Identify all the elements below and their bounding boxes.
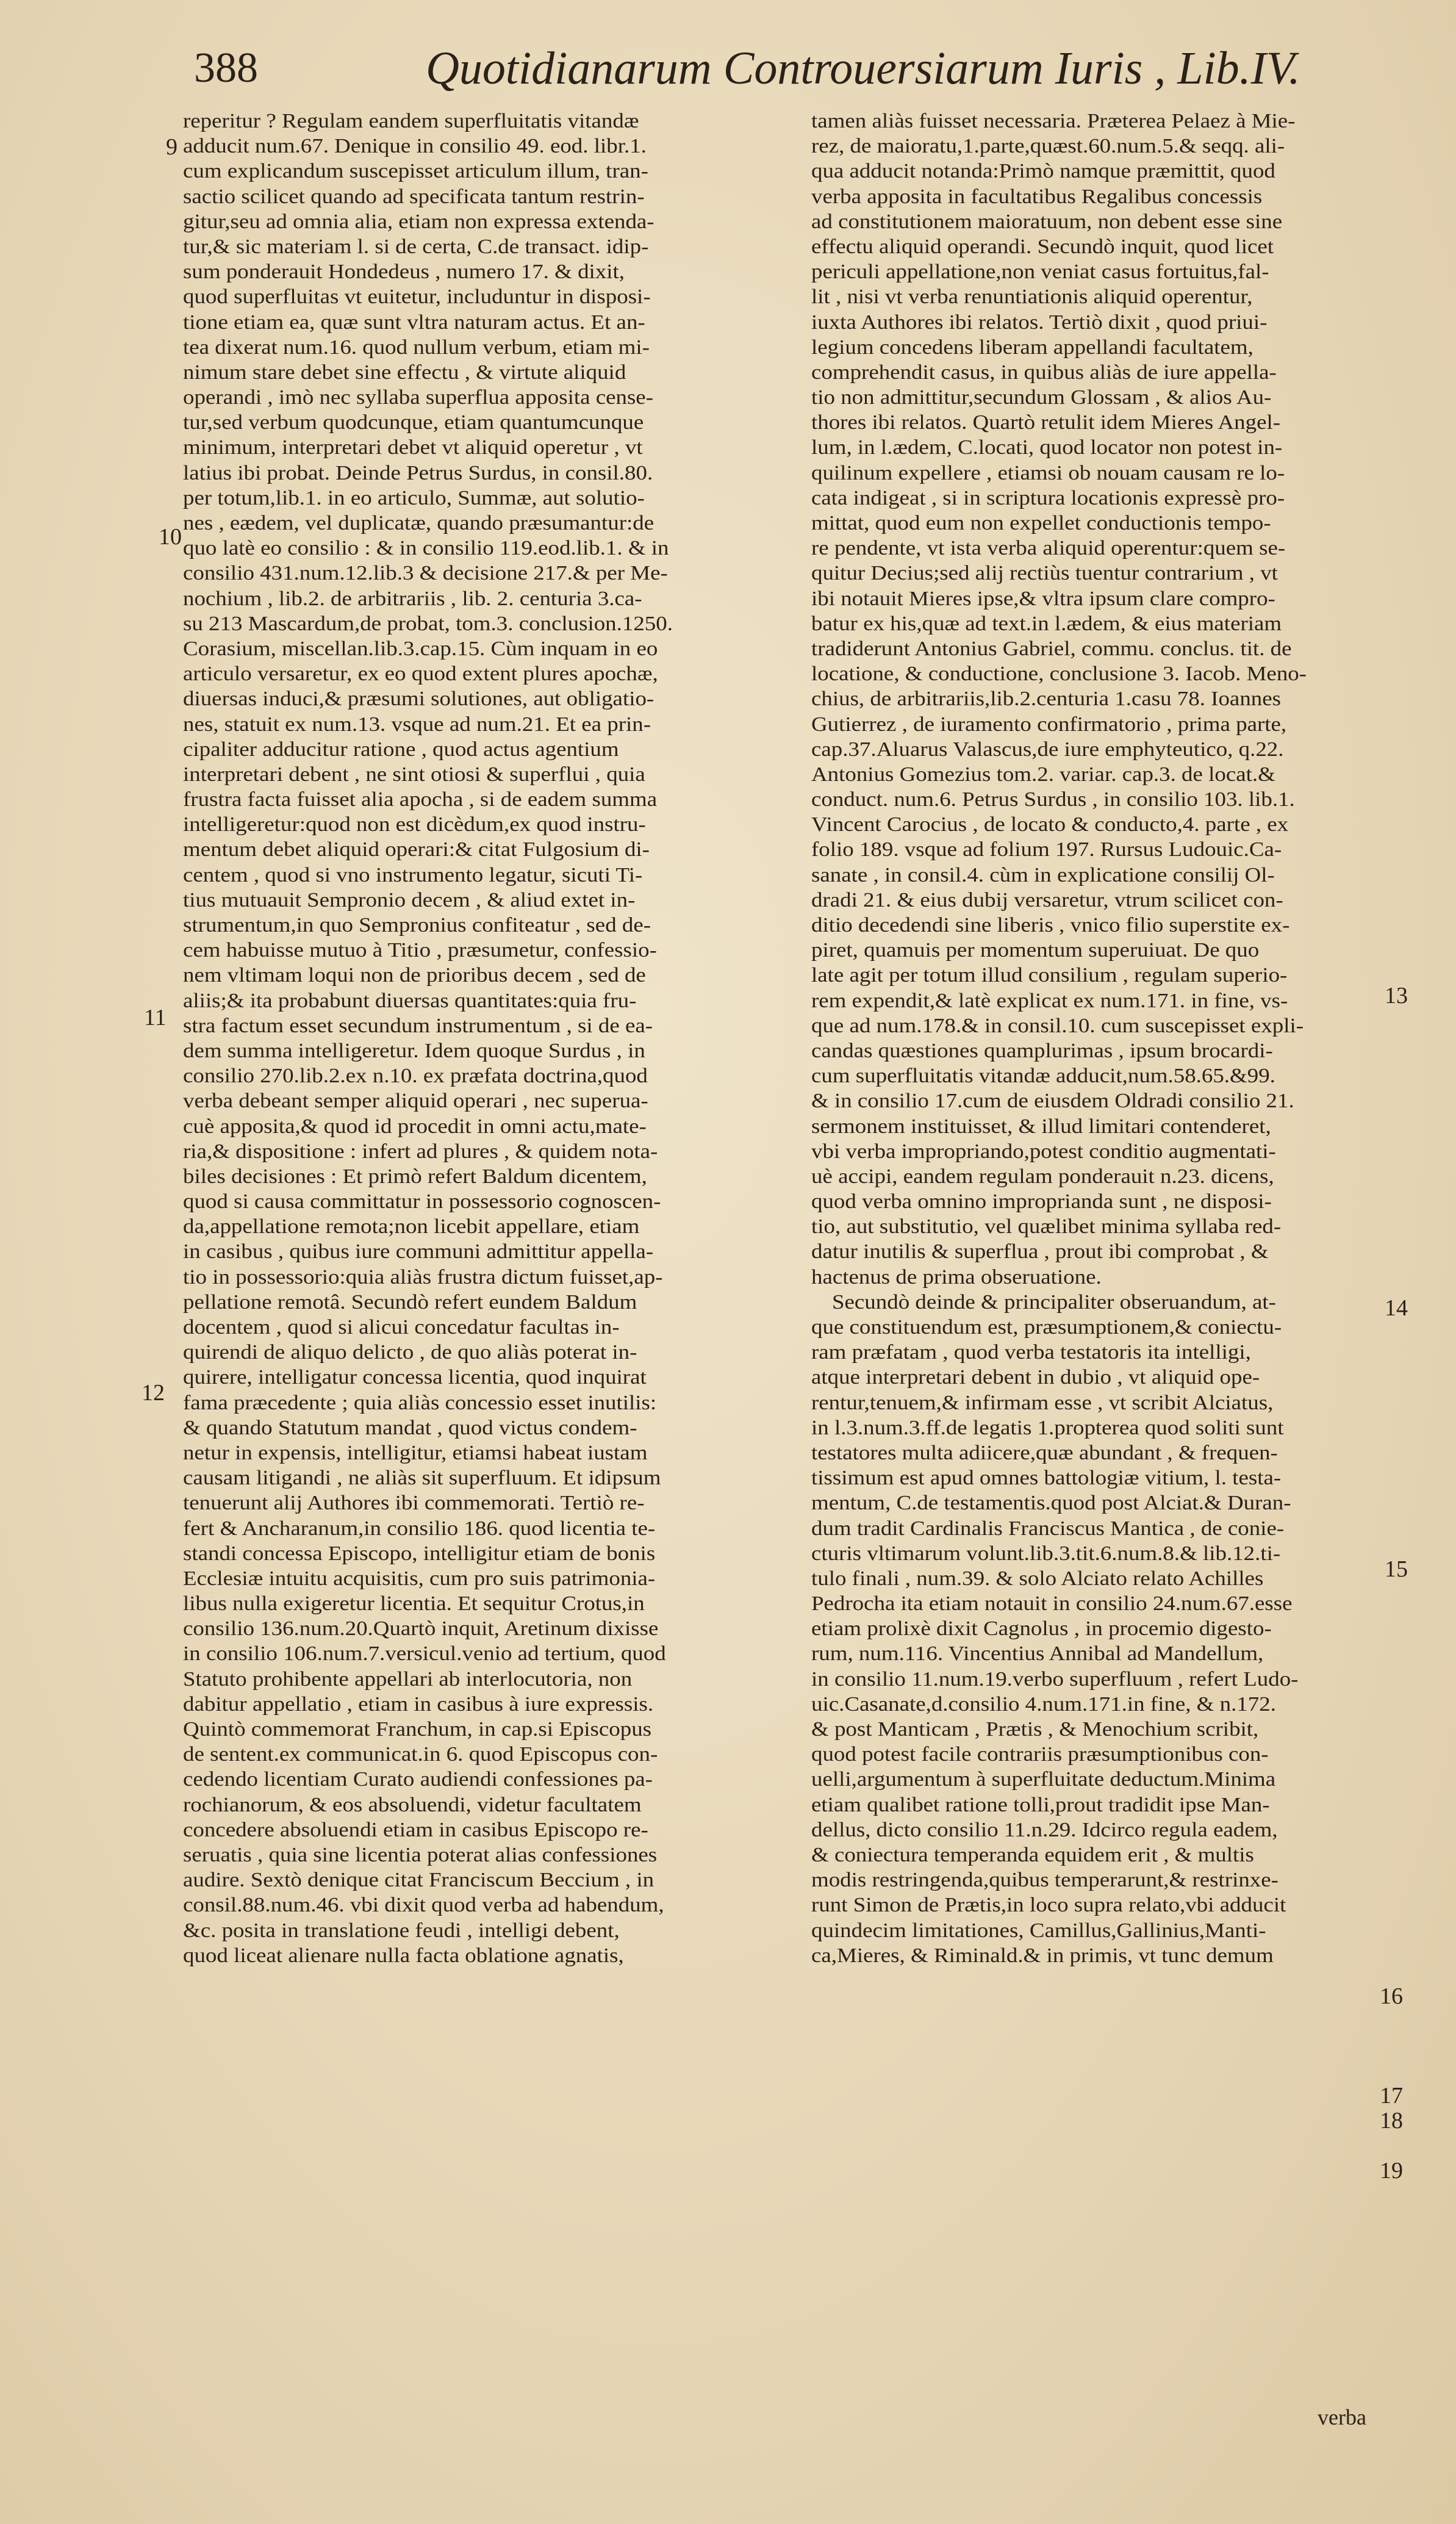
- text-line: Quintò commemorat Franchum, in cap.si Episcopus: [183, 1718, 652, 1741]
- text-line: sanate , in consil.4. cùm in explicatione consilij Ol-: [811, 863, 1275, 886]
- text-line: rez, de maioratu,1.parte,quæst.60.num.5.& seqq. ali-: [811, 135, 1285, 158]
- text-line: periculi appellatione,non veniat casus fortuitus,fal-: [811, 261, 1269, 284]
- text-line: quod superfluitas vt euitetur, includuntur in disposi-: [183, 286, 651, 309]
- text-line: in casibus , quibus iure communi admittitur appella-: [183, 1240, 654, 1264]
- text-line: tur,& sic materiam l. si de certa, C.de transact. idip-: [183, 235, 649, 258]
- text-line: seruatis , quia sine licentia poterat alias confessiones: [183, 1843, 658, 1866]
- text-line: pellatione remotâ. Secundò refert eundem Baldum: [183, 1290, 637, 1314]
- text-line: hactenus de prima obseruatione.: [811, 1265, 1102, 1289]
- text-line: sermonem instituisset, & illud limitari contenderet,: [811, 1115, 1271, 1138]
- text-line: Statuto prohibente appellari ab interlocutoria, non: [183, 1667, 633, 1691]
- text-line: netur in expensis, intelligitur, etiamsi habeat iustam: [183, 1441, 648, 1464]
- text-line: sum ponderauit Hondedeus , numero 17. & dixit,: [183, 261, 625, 284]
- text-line: etiam qualibet ratione tolli,prout tradidit ipse Man-: [811, 1793, 1270, 1816]
- page-number: 388: [194, 45, 258, 92]
- text-line: frustra facta fuisset alia apocha , si de eadem summa: [183, 788, 658, 811]
- text-line: re pendente, vt ista verba aliquid operentur:quem se-: [811, 537, 1286, 560]
- text-line: cedendo licentiam Curato audiendi confessiones pa-: [183, 1768, 653, 1791]
- text-line: uelli,argumentum à superfluitate deductum.Minima: [811, 1768, 1276, 1791]
- text-line: da,appellatione remota;non licebit appellare, etiam: [183, 1215, 640, 1239]
- text-line: quirendi de aliquo delicto , de quo aliàs poterat in-: [183, 1341, 637, 1364]
- text-line: chius, de arbitrariis,lib.2.centuria 1.casu 78. Ioannes: [811, 688, 1282, 711]
- margin-number-13: 13: [1385, 983, 1408, 1009]
- text-line: cipaliter adducitur ratione , quod actus agentium: [183, 738, 619, 761]
- text-line: uè accipi, eandem regulam ponderauit n.23. dicens,: [811, 1165, 1274, 1188]
- text-line: sactio scilicet quando ad specificata tantum restrin-: [183, 185, 645, 208]
- text-line: diuersas induci,& præsumi solutiones, aut obligatio-: [183, 688, 654, 711]
- margin-number-12: 12: [142, 1380, 165, 1406]
- text-line: tea dixerat num.16. quod nullum verbum, etiam mi-: [183, 336, 650, 359]
- text-line: legium concedens liberam appellandi facultatem,: [811, 336, 1253, 359]
- text-line: quilinum expellere , etiamsi ob nouam causam re lo-: [811, 461, 1285, 484]
- text-line: operandi , imò nec syllaba superflua apposita cense-: [183, 386, 654, 409]
- text-line: tamen aliàs fuisset necessaria. Præterea Pelaez à Mie-: [811, 110, 1296, 132]
- text-line: quod potest facile contrariis præsumptionibus con-: [811, 1743, 1269, 1766]
- text-line: qua adducit notanda:Primò namque præmittit, quod: [811, 160, 1275, 183]
- text-line: dellus, dicto consilio 11.n.29. Idcirco regula eadem,: [811, 1818, 1278, 1841]
- text-line: mittat, quod eum non expellet conductionis tempo-: [811, 512, 1271, 534]
- margin-number-11: 11: [144, 1005, 167, 1030]
- text-line: vbi verba impropriando,potest conditio augmentati-: [811, 1140, 1276, 1163]
- text-line: tione etiam ea, quæ sunt vltra naturam actus. Et an-: [183, 311, 645, 334]
- text-line: aliis;& ita probabunt diuersas quantitates:quia fru-: [183, 989, 637, 1012]
- text-line: Ecclesiæ intuitu acquisitis, cum pro suis patrimonia-: [183, 1567, 656, 1590]
- text-line: tio, aut substitutio, vel quælibet minima syllaba red-: [811, 1215, 1282, 1239]
- text-line: testatores multa adiicere,quæ abundant , & frequen-: [811, 1441, 1278, 1464]
- text-line: tenuerunt alij Authores ibi commemorati. Tertiò re-: [183, 1492, 645, 1515]
- margin-number-10: 10: [159, 524, 182, 550]
- text-line: tio non admittitur,secundum Glossam , & alios Au-: [811, 386, 1272, 409]
- text-line: ram præfatam , quod verba testatoris ita intelligi,: [811, 1341, 1251, 1364]
- text-line: dabitur appellatio , etiam in casibus à iure expressis.: [183, 1692, 654, 1716]
- text-line: adducit num.67. Denique in consilio 49. eod. libr.1.: [183, 135, 647, 158]
- text-line: piret, quamuis per momentum superuiuat. De quo: [811, 939, 1260, 962]
- text-line: ca,Mieres, & Riminald.& in primis, vt tunc demum: [811, 1944, 1274, 1967]
- text-line: cuè apposita,& quod id procedit in omni actu,mate-: [183, 1115, 647, 1138]
- text-line: quod verba omnino impropriandа sunt , ne disposi-: [811, 1190, 1272, 1213]
- text-line: mentum, C.de testamentis.quod post Alciat.& Duran-: [811, 1492, 1291, 1515]
- text-line: verba debeant semper aliquid operari , nec superua-: [183, 1090, 648, 1113]
- text-line: nes, statuit ex num.13. vsque ad num.21. Et ea prin-: [183, 713, 651, 736]
- text-line: que ad num.178.& in consil.10. cum suscepisset expli-: [811, 1014, 1304, 1037]
- text-line: atque interpretari debent in dubio , vt aliquid ope-: [811, 1366, 1260, 1389]
- text-line: tissimum est apud omnes battologiæ vitium, l. testa-: [811, 1467, 1282, 1490]
- text-line: candas quæstiones quamplurimas , ipsum brocardi-: [811, 1039, 1273, 1062]
- text-line: conduct. num.6. Petrus Surdus , in consilio 103. lib.1.: [811, 788, 1295, 811]
- text-line: folio 189. vsque ad folium 197. Rursus Ludouic.Ca-: [811, 838, 1282, 861]
- text-line: centem , quod si vno instrumento legatur, sicuti Ti-: [183, 863, 643, 886]
- text-line: batur ex his,quæ ad text.in l.ædem, & eius materiam: [811, 612, 1282, 635]
- text-line: de sentent.ex communicat.in 6. quod Episcopus con-: [183, 1743, 658, 1766]
- running-title: Quotidianarum Controuersiarum Iuris , Lib.IV.: [426, 43, 1300, 94]
- text-line: iuxta Authores ibi relatos. Tertiò dixit , quod priui-: [811, 311, 1268, 334]
- text-line: lit , nisi vt verba renuntiationis aliquid operentur,: [811, 286, 1253, 309]
- text-line: & quando Statutum mandat , quod victus condem-: [183, 1416, 637, 1439]
- text-line: per totum,lib.1. in eo articulo, Summæ, aut solutio-: [183, 486, 645, 509]
- text-line: tradiderunt Antonius Gabriel, commu. conclus. tit. de: [811, 637, 1292, 660]
- text-line: nem vltimam loqui non de prioribus decem , sed de: [183, 964, 646, 987]
- text-line: articulo versaretur, ex eo quod extent plures apochæ,: [183, 663, 658, 686]
- text-line: mentum debet aliquid operari:& citat Fulgosium di-: [183, 838, 650, 861]
- text-line: biles decisiones : Et primò refert Baldum dicentem,: [183, 1165, 647, 1188]
- text-line: tulo finali , num.39. & solo Alciato relato Achilles: [811, 1567, 1264, 1590]
- text-line: quitur Decius;sed alij rectiùs tuentur contrarium , vt: [811, 562, 1278, 585]
- margin-number-19: 19: [1380, 2158, 1403, 2184]
- text-line: fama præcedente ; quia aliàs concessio esset inutilis:: [183, 1391, 657, 1414]
- text-line: quo latè eo consilio : & in consilio 119.eod.lib.1. & in: [183, 537, 669, 560]
- text-line: dradi 21. & eius dubij versaretur, vtrum scilicet con-: [811, 888, 1283, 911]
- text-line: causam litigandi , ne aliàs sit superfluum. Et idipsum: [183, 1467, 661, 1490]
- text-line: rum, num.116. Vincentius Annibal ad Mandellum,: [811, 1642, 1264, 1666]
- text-line: consilio 431.num.12.lib.3 & decisione 217.& per Me-: [183, 562, 668, 585]
- text-line: latius ibi probat. Deinde Petrus Surdus, in consil.80.: [183, 461, 653, 484]
- text-line: cap.37.Aluarus Valascus,de iure emphyteutico, q.22.: [811, 738, 1284, 761]
- text-line: ditio decedendi sine liberis , vnico filio superstite ex-: [811, 914, 1290, 937]
- text-line: audire. Sextò denique citat Franciscum Beccium , in: [183, 1869, 654, 1892]
- text-line: cum explicandum suscepisset articulum illum, tran-: [183, 160, 648, 183]
- text-line: minimum, interpretari debet vt aliquid operetur , vt: [183, 436, 643, 459]
- text-line: ria,& dispositione : infert ad plures , & quidem nota-: [183, 1140, 658, 1163]
- text-line: & in consilio 17.cum de eiusdem Oldradi consilio 21.: [811, 1090, 1294, 1113]
- text-line: libus nulla exigeretur licentia. Et sequitur Crotus,in: [183, 1592, 645, 1616]
- right-text-column: [811, 109, 1372, 1968]
- text-line: reperitur ? Regulam eandem superfluitatis vitandæ: [183, 110, 639, 132]
- text-line: verba apposita in facultatibus Regalibus concessis: [811, 185, 1263, 208]
- text-line: que constituendum est, præsumptionem,& coniectu-: [811, 1316, 1282, 1339]
- text-line: Vincent Carocius , de locato & conducto,4. parte , ex: [811, 813, 1289, 836]
- text-line: stra factum esset secundum instrumentum , si de ea-: [183, 1014, 653, 1037]
- text-line: intelligeretur:quod non est dicèdum,ex quod instru-: [183, 813, 646, 836]
- text-line: concedere absoluendi etiam in casibus Episcopo re-: [183, 1818, 648, 1841]
- left-text-column: [183, 109, 796, 1968]
- text-line: docentem , quod si alicui concedatur facultas in-: [183, 1316, 620, 1339]
- text-line: quirere, intelligatur concessa licentia, quod inquirat: [183, 1366, 647, 1389]
- text-line: su 213 Mascardum,de probat, tom.3. conclusion.1250.: [183, 612, 673, 635]
- text-line: dum tradit Cardinalis Franciscus Mantica , de conie-: [811, 1517, 1285, 1540]
- text-line: interpretari debent , ne sint otiosi & superflui , quia: [183, 763, 645, 786]
- text-line: Antonius Gomezius tom.2. variar. cap.3. de locat.&: [811, 763, 1275, 786]
- text-line: comprehendit casus, in quibus aliàs de iure appella-: [811, 361, 1277, 384]
- margin-number-14: 14: [1385, 1295, 1408, 1321]
- text-line: in consilio 11.num.19.verbo superfluum , refert Ludo-: [811, 1667, 1299, 1691]
- text-line: cata indigeat , si in scriptura locationis expressè pro-: [811, 486, 1285, 509]
- text-line: consilio 136.num.20.Quartò inquit, Aretinum dixisse: [183, 1617, 659, 1641]
- margin-number-9: 9: [166, 134, 178, 160]
- text-line: etiam prolixè dixit Cagnolus , in procemio digesto-: [811, 1617, 1272, 1641]
- text-line: fert & Ancharanum,in consilio 186. quod licentia te-: [183, 1517, 656, 1540]
- text-line: rochianorum, & eos absoluendi, videtur facultatem: [183, 1793, 642, 1816]
- text-line: datur inutilis & superflua , prout ibi comprobat , &: [811, 1240, 1269, 1264]
- margin-number-15: 15: [1385, 1556, 1408, 1582]
- text-line: strumentum,in quo Sempronius confiteatur , sed de-: [183, 914, 651, 937]
- text-line: cem habuisse mutuo à Titio , præsumetur, confessio-: [183, 939, 657, 962]
- text-line: Pedrocha ita etiam notauit in consilio 24.num.67.esse: [811, 1592, 1293, 1616]
- text-line: ad constitutionem maioratuum, non debent esse sine: [811, 210, 1283, 233]
- text-line: locatione, & conductione, conclusione 3. Iacob. Meno-: [811, 663, 1307, 686]
- text-line: Secundò deinde & principaliter obseruandum, at-: [832, 1290, 1276, 1314]
- text-line: rem expendit,& latè explicat ex num.171. in fine, vs-: [811, 989, 1288, 1012]
- text-line: consil.88.num.46. vbi dixit quod verba ad habendum,: [183, 1894, 664, 1917]
- text-line: modis restringenda,quibus temperarunt,& restrinxe-: [811, 1869, 1278, 1892]
- text-line: thores ibi relatos. Quartò retulit idem Mieres Angel-: [811, 411, 1281, 434]
- text-line: quod si causa committatur in possessorio cognoscen-: [183, 1190, 661, 1213]
- text-line: quindecim limitationes, Camillus,Gallinius,Manti-: [811, 1919, 1266, 1942]
- text-line: nes , eædem, vel duplicatæ, quando præsumantur:de: [183, 512, 654, 534]
- text-line: effectu aliquid operandi. Secundò inquit, quod licet: [811, 235, 1274, 258]
- text-line: tio in possessorio:quia aliàs frustra dictum fuisset,ap-: [183, 1265, 663, 1289]
- text-line: tur,sed verbum quodcunque, etiam quantumcunque: [183, 411, 644, 434]
- text-line: runt Simon de Prætis,in loco supra relato,vbi adducit: [811, 1894, 1286, 1917]
- text-line: cturis vltimarum volunt.lib.3.tit.6.num.8.& lib.12.ti-: [811, 1542, 1281, 1565]
- text-line: Corasium, miscellan.lib.3.cap.15. Cùm inquam in eo: [183, 637, 658, 660]
- text-line: in consilio 106.num.7.versicul.venio ad tertium, quod: [183, 1642, 666, 1666]
- text-line: consilio 270.lib.2.ex n.10. ex præfata doctrina,quod: [183, 1065, 648, 1088]
- text-line: &c. posita in translatione feudi , intelligi debent,: [183, 1919, 620, 1942]
- text-line: late agit per totum illud consilium , regulam superio-: [811, 964, 1288, 987]
- text-line: in l.3.num.3.ff.de legatis 1.propterea quod soliti sunt: [811, 1416, 1284, 1439]
- catchword: verba: [1318, 2405, 1366, 2429]
- margin-number-18: 18: [1380, 2108, 1403, 2134]
- text-line: nimum stare debet sine effectu , & virtute aliquid: [183, 361, 626, 384]
- margin-number-17: 17: [1380, 2083, 1403, 2109]
- text-line: quod liceat alienare nulla facta oblatione agnatis,: [183, 1944, 624, 1967]
- text-line: lum, in l.ædem, C.locati, quod locator non potest in-: [811, 436, 1283, 459]
- text-line: rentur,tenuem,& infirmam esse , vt scribit Alciatus,: [811, 1391, 1274, 1414]
- text-line: cum superfluitatis vitandæ adducit,num.58.65.&99.: [811, 1065, 1275, 1088]
- text-line: & coniectura temperanda equidem erit , & multis: [811, 1843, 1254, 1866]
- text-line: nochium , lib.2. de arbitrariis , lib. 2. centuria 3.ca-: [183, 587, 642, 610]
- text-line: dem summa intelligeretur. Idem quoque Surdus , in: [183, 1039, 645, 1062]
- text-line: gitur,seu ad omnia alia, etiam non expressa extenda-: [183, 210, 654, 233]
- page-header: [194, 38, 1300, 105]
- text-line: Gutierrez , de iuramento confirmatorio , prima parte,: [811, 713, 1287, 736]
- text-line: ibi notauit Mieres ipse,& vltra ipsum clare compro-: [811, 587, 1275, 610]
- margin-number-16: 16: [1380, 1983, 1403, 2009]
- text-line: uic.Casanate,d.consilio 4.num.171.in fine, & n.172.: [811, 1692, 1276, 1716]
- text-line: tius mutuauit Sempronio decem , & aliud extet in-: [183, 888, 636, 911]
- text-line: standi concessa Episcopo, intelligitur etiam de bonis: [183, 1542, 656, 1565]
- text-line: & post Manticam , Prætis , & Menochium scribit,: [811, 1718, 1259, 1741]
